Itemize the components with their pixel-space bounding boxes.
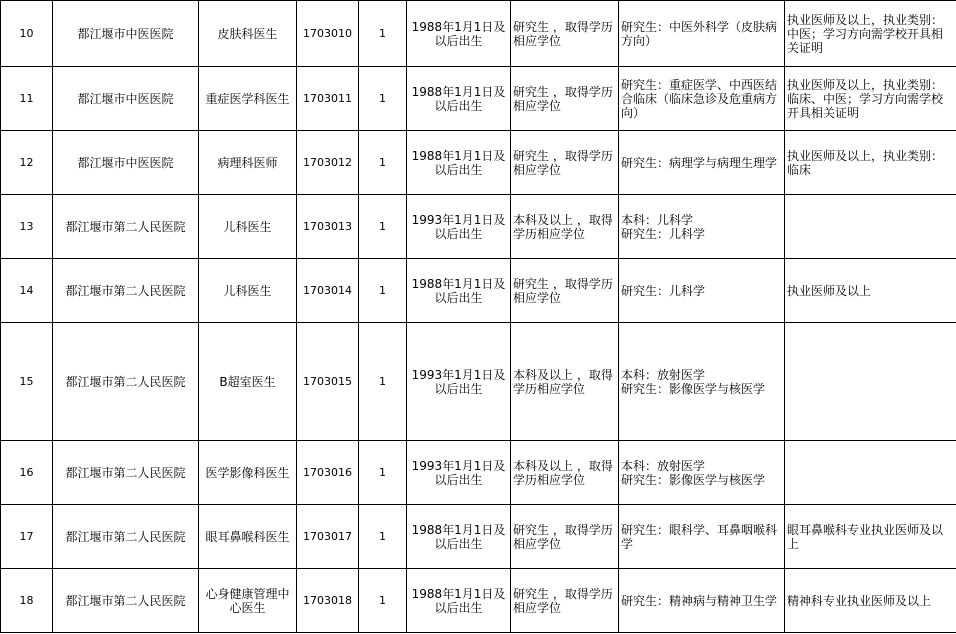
major-line: 本科：放射医学 [621,458,706,473]
hospital-cell: 都江堰市第二人民医院 [53,505,199,569]
position-cell: 心身健康管理中心医生 [199,569,297,633]
education-cell: 本科及以上 ，取得学历相应学位 [511,195,619,259]
major-cell: 研究生：病理学与病理生理学 [619,131,785,195]
position-cell: 重症医学科医生 [199,67,297,131]
major-cell [619,441,785,505]
row-number: 17 [1,505,53,569]
age-requirement-cell: 1993年1月1日及以后出生 [407,195,511,259]
hospital-cell: 都江堰市中医医院 [53,131,199,195]
position-code-cell: 1703014 [297,259,359,323]
education-cell: 本科及以上 ，取得学历相应学位 [511,441,619,505]
major-cell [619,323,785,441]
table-row [1,441,956,505]
major-cell [619,195,785,259]
position-code-cell: 1703011 [297,67,359,131]
education-cell: 研究生 ，取得学历相应学位 [511,131,619,195]
age-requirement-cell: 1993年1月1日及以后出生 [407,323,511,441]
headcount-cell: 1 [359,131,407,195]
position-cell: 医学影像科医生 [199,441,297,505]
age-requirement-cell: 1988年1月1日及以后出生 [407,131,511,195]
major-line: 本科：放射医学 [621,367,706,382]
hospital-cell: 都江堰市第二人民医院 [53,569,199,633]
row-number: 10 [1,1,53,67]
education-cell: 研究生 ，取得学历相应学位 [511,1,619,67]
position-code-cell: 1703018 [297,569,359,633]
major-cell: 研究生：精神病与精神卫生学 [619,569,785,633]
other-requirements-cell: 执业医师及以上，执业类别：中医；学习方向需学校开具相关证明 [785,1,956,67]
position-cell: 眼耳鼻喉科医生 [199,505,297,569]
table-row [1,67,956,131]
education-cell: 研究生 ，取得学历相应学位 [511,67,619,131]
education-cell: 研究生 ，取得学历相应学位 [511,259,619,323]
age-requirement-cell: 1988年1月1日及以后出生 [407,505,511,569]
major-line: 研究生：影像医学与核医学 [621,381,766,396]
major-cell: 研究生：眼科学、耳鼻咽喉科学 [619,505,785,569]
major-line: 研究生：儿科学 [621,226,706,241]
education-cell: 本科及以上 ，取得学历相应学位 [511,323,619,441]
row-number: 12 [1,131,53,195]
position-code-cell: 1703012 [297,131,359,195]
other-requirements-cell: 眼耳鼻喉科专业执业医师及以上 [785,505,956,569]
position-code-cell: 1703013 [297,195,359,259]
hospital-cell: 都江堰市第二人民医院 [53,195,199,259]
row-number: 18 [1,569,53,633]
other-requirements-cell: 执业医师及以上 [785,259,956,323]
row-number: 16 [1,441,53,505]
other-requirements-cell [785,441,956,505]
headcount-cell: 1 [359,441,407,505]
hospital-cell: 都江堰市第二人民医院 [53,441,199,505]
headcount-cell: 1 [359,259,407,323]
position-cell: 儿科医生 [199,259,297,323]
table-row [1,569,956,633]
table-row [1,323,956,441]
headcount-cell: 1 [359,195,407,259]
other-requirements-cell [785,195,956,259]
position-code-cell: 1703010 [297,1,359,67]
headcount-cell: 1 [359,67,407,131]
hospital-cell: 都江堰市第二人民医院 [53,323,199,441]
position-code-cell: 1703017 [297,505,359,569]
row-number: 13 [1,195,53,259]
education-cell: 研究生 ，取得学历相应学位 [511,569,619,633]
other-requirements-cell: 执业医师及以上，执业类别：临床 [785,131,956,195]
table-row [1,195,956,259]
education-cell: 研究生 ，取得学历相应学位 [511,505,619,569]
headcount-cell: 1 [359,505,407,569]
position-cell: 皮肤科医生 [199,1,297,67]
headcount-cell: 1 [359,323,407,441]
position-cell: 儿科医生 [199,195,297,259]
other-requirements-cell: 精神科专业执业医师及以上 [785,569,956,633]
position-code-cell: 1703016 [297,441,359,505]
row-number: 15 [1,323,53,441]
position-code-cell: 1703015 [297,323,359,441]
hospital-cell: 都江堰市第二人民医院 [53,259,199,323]
major-cell: 研究生：中医外科学（皮肤病方向） [619,1,785,67]
major-cell: 研究生：儿科学 [619,259,785,323]
other-requirements-cell [785,323,956,441]
table-row [1,131,956,195]
major-cell: 研究生：重症医学、中西医结合临床（临床急诊及危重病方向） [619,67,785,131]
age-requirement-cell: 1988年1月1日及以后出生 [407,569,511,633]
hospital-cell: 都江堰市中医医院 [53,67,199,131]
hospital-cell: 都江堰市中医医院 [53,1,199,67]
major-line: 本科：儿科学 [621,212,694,227]
row-number: 14 [1,259,53,323]
position-cell: 病理科医师 [199,131,297,195]
age-requirement-cell: 1988年1月1日及以后出生 [407,259,511,323]
position-cell: B超室医生 [199,323,297,441]
table-row [1,259,956,323]
age-requirement-cell: 1988年1月1日及以后出生 [407,67,511,131]
row-number: 11 [1,67,53,131]
age-requirement-cell: 1988年1月1日及以后出生 [407,1,511,67]
table-row [1,505,956,569]
other-requirements-cell: 执业医师及以上，执业类别：临床、中医；学习方向需学校开具相关证明 [785,67,956,131]
major-line: 研究生：影像医学与核医学 [621,472,766,487]
headcount-cell: 1 [359,1,407,67]
age-requirement-cell: 1993年1月1日及以后出生 [407,441,511,505]
headcount-cell: 1 [359,569,407,633]
table-row [1,1,956,67]
